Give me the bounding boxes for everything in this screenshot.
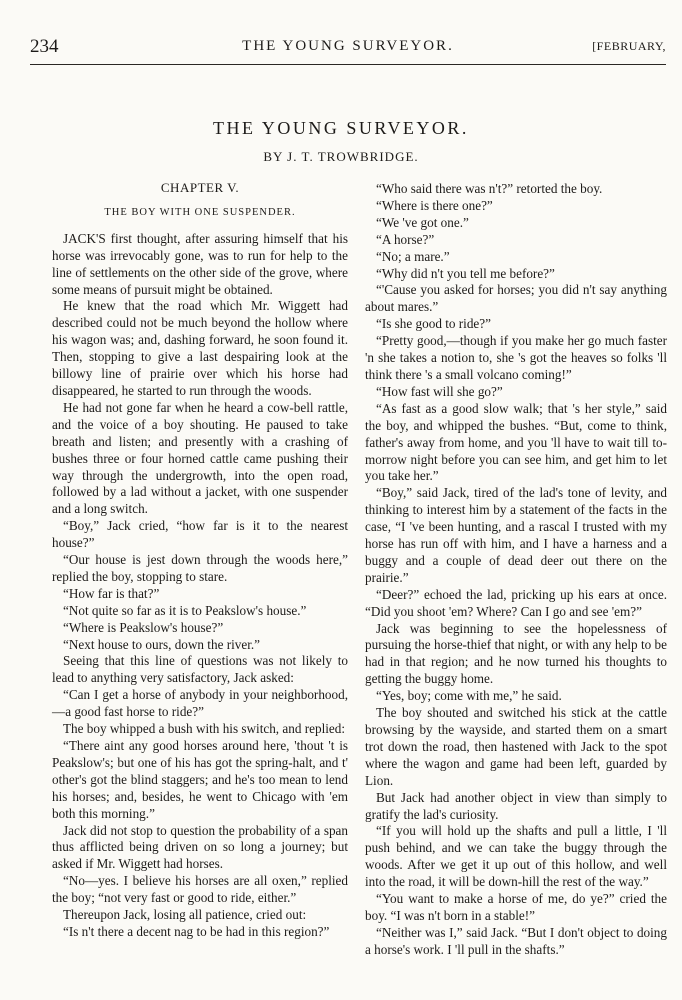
paragraph: “Boy,” said Jack, tired of the lad's tone of levity, and thinking to interest him by a statement of the facts in the case, “I 've been hunting, and a rascal I trusted with my horse has run off with him, and I have a harness and a buggy and a couple of dead deer out there on the prairie.”: [365, 485, 667, 585]
chapter-subtitle: THE BOY WITH ONE SUSPENDER.: [104, 206, 296, 218]
paragraph: Jack did not stop to question the probability of a span thus afflicted being driven on so long a journey; but asked if Mr. Wiggett had horses.: [52, 822, 348, 872]
paragraph: “Next house to ours, down the river.”: [63, 636, 261, 652]
chapter-heading: CHAPTER V.: [160, 180, 240, 195]
paragraph: “We 've got one.”: [376, 214, 469, 230]
article-title: THE YOUNG SURVEYOR.: [213, 118, 469, 138]
paragraph: But Jack had another object in view than simply to gratify the lad's curiosity.: [365, 789, 667, 822]
running-head: [30, 36, 666, 60]
paragraph: He knew that the road which Mr. Wiggett had described could not be much beyond the hollow where his wagon was; and, dashing forward, he soon found it. Then, stopping to give a last despairing look at the billowy line of prairie over which his horse had disappeared, he started to run through the woods.: [52, 298, 348, 398]
paragraph: “If you will hold up the shafts and pull a little, I 'll push behind, and we can take the buggy through the woods. After we get it up out of this hollow, and well into the road, it will be down-hill the rest of the way.”: [365, 823, 667, 890]
paragraph: “Boy,” Jack cried, “how far is it to the nearest house?”: [52, 518, 348, 551]
paragraph: “Where is Peakslow's house?”: [63, 619, 224, 635]
paragraph: “Who said there was n't?” retorted the boy.: [376, 181, 603, 196]
header-rule: [30, 64, 666, 65]
paragraph: Seeing that this line of questions was not likely to lead to anything very satisfactory, Jack asked:: [52, 653, 348, 686]
paragraph: “You want to make a horse of me, do ye?” cried the boy. “I was n't born in a stable!”: [365, 891, 667, 923]
paragraph: He had not gone far when he heard a cow-bell rattle, and the voice of a boy shouting. He paused to take breath and listen; and presently with a crashing of bushes three or four horned cattle came pushing their way through the undergrowth, into the open road, followed by a lad without a jacket, with one suspender and a long switch.: [52, 399, 348, 517]
paragraph: “No; a mare.”: [376, 248, 450, 264]
paragraph: JACK'S first thought, after assuring himself that his horse was irrevocably gone, was to run for help to the line of settlements on the other side of the grove, where some means of pursuit might be obtained.: [52, 230, 348, 297]
paragraph: “Where is there one?”: [376, 197, 493, 213]
paragraph: Jack was beginning to see the hopelessness of pursuing the horse-thief that night, or with any help to be had in that region; and he now turned his thoughts to getting the buggy home.: [365, 620, 667, 687]
paragraph: “Is n't there a decent nag to be had in this region?”: [63, 923, 330, 939]
paragraph: Thereupon Jack, losing all patience, cried out:: [63, 907, 307, 923]
paragraph: “How fast will she go?”: [376, 383, 503, 399]
paragraph: “'Cause you asked for horses; you did n't say anything about mares.”: [365, 282, 667, 315]
paragraph: “Not quite so far as it is to Peakslow's house.”: [63, 602, 307, 618]
paragraph: “Neither was I,” said Jack. “But I don't object to doing a horse's work. I 'll pull in the shafts.”: [365, 924, 667, 957]
page-number: 234: [30, 36, 59, 57]
paragraph: “A horse?”: [376, 231, 435, 247]
paragraph: “Why did n't you tell me before?”: [376, 265, 555, 281]
paragraph: “Can I get a horse of anybody in your neighborhood,—a good fast horse to ride?”: [52, 687, 348, 720]
paragraph: “No—yes. I believe his horses are all oxen,” replied the boy; “not very fast or good to ride, either.”: [52, 873, 348, 906]
paragraph: “There aint any good horses around here, 'thout 't is Peakslow's; but one of his has got the spring-halt, and t' other's got the blind staggers; and he's too mean to lend his horses; and, besides, he went to Chicago with 'em both this morning.”: [52, 738, 348, 821]
left-column: [52, 180, 348, 941]
paragraph: “Yes, boy; come with me,” he said.: [376, 688, 562, 704]
paragraph: The boy whipped a bush with his switch, and replied:: [63, 721, 346, 737]
paragraph: “As fast as a good slow walk; that 's her style,” said the boy, and whipped the bushes. “But, come to think, father's away from home, and you 'll have to wait till to-morrow night before you can see him, and get him to let you take her.”: [365, 400, 667, 484]
running-month: [FEBRUARY,: [592, 39, 666, 53]
paragraph: “Deer?” echoed the lad, pricking up his ears at once. “Did you shoot 'em? Where? Can I go and see 'em?”: [365, 586, 667, 619]
paragraph: “How far is that?”: [63, 585, 160, 601]
paragraph: “Our house is jest down through the woods here,” replied the boy, stopping to stare.: [52, 552, 348, 584]
byline: BY J. T. TROWBRIDGE.: [263, 149, 419, 164]
running-title: THE YOUNG SURVEYOR.: [242, 38, 454, 54]
paragraph: The boy shouted and switched his stick at the cattle browsing by the wayside, and started them on a smart trot down the road, then hastened with Jack to the spot where the wagon and game had been left, guarded by Lion.: [365, 705, 667, 788]
paragraph: “Is she good to ride?”: [376, 316, 491, 332]
paragraph: “Pretty good,—though if you make her go much faster 'n she takes a notion to, she 's got the heaves so folks 'll think there 's a small volcano coming!”: [365, 333, 667, 382]
right-column: [365, 181, 667, 959]
